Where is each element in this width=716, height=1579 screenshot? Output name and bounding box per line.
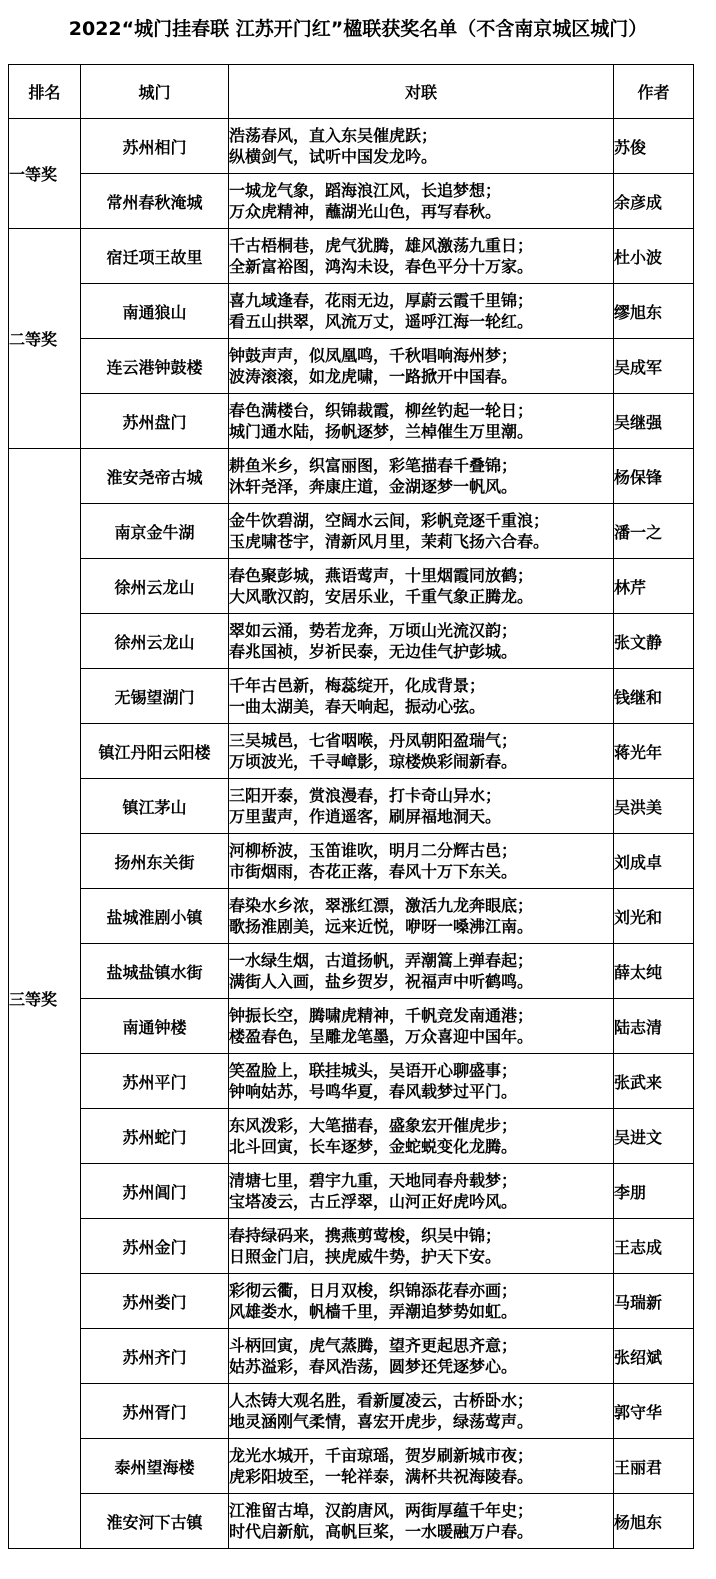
couplet-line-1: 春色聚彭城，燕语莺声，十里烟霞同放鹤；: [229, 566, 534, 585]
couplet-line-2: 大风歌汉韵，安居乐业，千重气象正腾龙。: [229, 587, 534, 606]
author: 吴洪美: [614, 779, 694, 834]
couplet-line-2: 满街人入画，盐乡贺岁，祝福声中听鹤鸣。: [229, 972, 534, 991]
header-author: 作者: [614, 65, 694, 119]
author: 王丽君: [614, 1439, 694, 1494]
author: 杨保锋: [614, 449, 694, 504]
table-row: [9, 999, 694, 1054]
table-row: [9, 1329, 694, 1384]
table-row: [9, 889, 694, 944]
table-row: [9, 504, 694, 559]
couplet-line-2: 万顷波光，千寻嶂影，琼楼焕彩闹新春。: [229, 752, 518, 771]
couplet: [229, 999, 614, 1054]
table-row: [9, 1274, 694, 1329]
couplet-line-1: 金牛饮碧湖，空阔水云间，彩帆竞逐千重浪；: [229, 511, 550, 530]
city-gate: 苏州胥门: [81, 1384, 229, 1439]
table-row: [9, 394, 694, 449]
couplet: [229, 614, 614, 669]
author: 刘成卓: [614, 834, 694, 889]
couplet-line-1: 千古梧桐巷，虎气犹腾，雄风激荡九重日；: [229, 236, 534, 255]
author: 杨旭东: [614, 1494, 694, 1549]
couplet-line-2: 宝塔凌云，古丘浮翠，山河正好虎吟风。: [229, 1192, 518, 1211]
city-gate: 苏州金门: [81, 1219, 229, 1274]
award-rank: 一等奖: [9, 119, 81, 229]
couplet: [229, 449, 614, 504]
couplet: [229, 1219, 614, 1274]
city-gate: 南通狼山: [81, 284, 229, 339]
couplet: [229, 1439, 614, 1494]
city-gate: 淮安尧帝古城: [81, 449, 229, 504]
city-gate: 苏州相门: [81, 119, 229, 174]
author: 马瑞新: [614, 1274, 694, 1329]
author: 潘一之: [614, 504, 694, 559]
header-rank: 排名: [9, 65, 81, 119]
couplet-line-1: 斗柄回寅，虎气蒸腾，望齐更起思齐意；: [229, 1336, 518, 1355]
couplet: [229, 1054, 614, 1109]
table-row: [9, 174, 694, 229]
table-row: [9, 339, 694, 394]
author: 苏俊: [614, 119, 694, 174]
author: 吴继强: [614, 394, 694, 449]
table-row: [9, 944, 694, 999]
couplet-line-2: 钟响姑苏，号鸣华夏，春风载梦过平门。: [229, 1082, 518, 1101]
couplet-line-1: 翠如云涌，势若龙奔，万顷山光流汉韵；: [229, 621, 518, 640]
author: 林芹: [614, 559, 694, 614]
table-row: [9, 1109, 694, 1164]
couplet-line-1: 喜九域逢春，花雨无边，厚蔚云霞千里锦；: [229, 291, 534, 310]
couplet: [229, 779, 614, 834]
couplet-line-1: 人杰铸大观名胜，看新厦凌云，古桥卧水；: [229, 1391, 534, 1410]
city-gate: 淮安河下古镇: [81, 1494, 229, 1549]
city-gate: 常州春秋淹城: [81, 174, 229, 229]
couplet: [229, 1494, 614, 1549]
author: 薛太纯: [614, 944, 694, 999]
couplet: [229, 119, 614, 174]
city-gate: 苏州蛇门: [81, 1109, 229, 1164]
city-gate: 泰州望海楼: [81, 1439, 229, 1494]
author: 张绍斌: [614, 1329, 694, 1384]
table-row: [9, 724, 694, 779]
couplet-line-2: 一曲太湖美，春天响起，振动心弦。: [229, 697, 486, 716]
couplet: [229, 724, 614, 779]
table-row: [9, 1054, 694, 1109]
table-row: [9, 834, 694, 889]
couplet-line-2: 时代启新航，高帆巨桨，一水暖融万户春。: [229, 1522, 534, 1541]
author: 钱继和: [614, 669, 694, 724]
couplet: [229, 339, 614, 394]
table-row: [9, 1164, 694, 1219]
table-row: [9, 284, 694, 339]
author: 杜小波: [614, 229, 694, 284]
author: 刘光和: [614, 889, 694, 944]
couplet: [229, 1109, 614, 1164]
couplet: [229, 889, 614, 944]
award-rank: 二等奖: [9, 229, 81, 449]
couplet: [229, 559, 614, 614]
table-row: [9, 1384, 694, 1439]
couplet-line-1: 钟鼓声声，似凤凰鸣，千秋唱响海州梦；: [229, 346, 518, 365]
couplet-line-2: 姑苏溢彩，春风浩荡，圆梦还凭逐梦心。: [229, 1357, 518, 1376]
couplet-line-2: 沐轩尧泽，奔康庄道，金湖逐梦一帆风。: [229, 477, 518, 496]
table-row: [9, 1439, 694, 1494]
couplet-line-1: 春持绿码来，携燕剪莺梭，织吴中锦；: [229, 1226, 502, 1245]
city-gate: 苏州齐门: [81, 1329, 229, 1384]
couplet-line-2: 纵横剑气，试听中国发龙吟。: [229, 147, 438, 166]
couplet: [229, 229, 614, 284]
couplet-line-2: 万里蜚声，作逍遥客，刷屏福地洞天。: [229, 807, 502, 826]
couplet-line-1: 钟振长空，腾啸虎精神，千帆竞发南通港；: [229, 1006, 534, 1025]
couplet-line-2: 波涛滚滚，如龙虎啸，一路掀开中国春。: [229, 367, 518, 386]
city-gate: 无锡望湖门: [81, 669, 229, 724]
couplet: [229, 944, 614, 999]
table-row: [9, 229, 694, 284]
couplet: [229, 1384, 614, 1439]
city-gate: 盐城淮剧小镇: [81, 889, 229, 944]
couplet-line-1: 东风泼彩，大笔描春，盛象宏开催虎步；: [229, 1116, 518, 1135]
couplet: [229, 174, 614, 229]
couplet: [229, 504, 614, 559]
couplet-line-2: 歌扬淮剧美，远来近悦，咿呀一嗓沸江南。: [229, 917, 534, 936]
couplet-line-1: 春染水乡浓，翠涨红漂，激活九龙奔眼底；: [229, 896, 534, 915]
author: 蒋光年: [614, 724, 694, 779]
couplet-line-1: 三阳开泰，赏浪漫春，打卡奇山异水；: [229, 786, 502, 805]
couplet-line-1: 清塘七里，碧宇九重，天地同春舟载梦；: [229, 1171, 518, 1190]
couplet-line-1: 江淮留古埠，汉韵唐风，两街厚蕴千年史；: [229, 1501, 534, 1520]
author: 张文静: [614, 614, 694, 669]
couplet-line-1: 河柳桥波，玉笛谁吹，明月二分辉古邑；: [229, 841, 518, 860]
couplet-line-2: 全新富裕图，鸿沟未设，春色平分十万家。: [229, 257, 534, 276]
couplet: [229, 834, 614, 889]
table-row: [9, 559, 694, 614]
couplet-line-1: 龙光水城开，千亩琼瑶，贺岁刷新城市夜；: [229, 1446, 534, 1465]
city-gate: 苏州盘门: [81, 394, 229, 449]
author: 吴成军: [614, 339, 694, 394]
table-row: [9, 449, 694, 504]
couplet-line-1: 耕鱼米乡，织富丽图，彩笔描春千叠锦；: [229, 456, 518, 475]
couplet-line-2: 万众虎精神，蘸湖光山色，再写春秋。: [229, 202, 502, 221]
couplet-line-2: 日照金门启，挟虎威牛势，护天下安。: [229, 1247, 502, 1266]
couplet-line-1: 一水绿生烟，古道扬帆，弄潮篙上弹春起；: [229, 951, 534, 970]
table-row: [9, 1219, 694, 1274]
couplet-line-1: 浩荡春风，直入东吴催虎跃；: [229, 126, 438, 145]
couplet: [229, 1329, 614, 1384]
city-gate: 苏州阊门: [81, 1164, 229, 1219]
table-row: [9, 669, 694, 724]
couplet-line-1: 笑盈脸上，联挂城头，吴语开心聊盛事；: [229, 1061, 518, 1080]
author: 张武来: [614, 1054, 694, 1109]
city-gate: 徐州云龙山: [81, 559, 229, 614]
couplet: [229, 1164, 614, 1219]
header-couplet: 对联: [229, 65, 614, 119]
couplet: [229, 394, 614, 449]
city-gate: 苏州娄门: [81, 1274, 229, 1329]
couplet-line-2: 北斗回寅，长车逐梦，金蛇蜕变化龙腾。: [229, 1137, 518, 1156]
author: 缪旭东: [614, 284, 694, 339]
author: 吴进文: [614, 1109, 694, 1164]
city-gate: 徐州云龙山: [81, 614, 229, 669]
couplet-line-1: 三吴城邑，七省咽喉，丹凤朝阳盈瑞气；: [229, 731, 518, 750]
couplet: [229, 1274, 614, 1329]
award-rank: 三等奖: [9, 449, 81, 1549]
awards-table: [8, 64, 694, 1549]
couplet: [229, 669, 614, 724]
city-gate: 连云港钟鼓楼: [81, 339, 229, 394]
city-gate: 扬州东关街: [81, 834, 229, 889]
awards-table-body: [9, 119, 694, 1549]
couplet-line-2: 楼盈春色，呈雕龙笔墨，万众喜迎中国年。: [229, 1027, 534, 1046]
author: 王志成: [614, 1219, 694, 1274]
table-row: [9, 119, 694, 174]
table-row: [9, 614, 694, 669]
couplet-line-1: 千年古邑新，梅蕊绽开，化成背景；: [229, 676, 486, 695]
couplet-line-1: 一城龙气象，蹈海浪江风，长追梦想；: [229, 181, 502, 200]
couplet-line-2: 风雄娄水，帆樯千里，弄潮追梦势如虹。: [229, 1302, 518, 1321]
city-gate: 南京金牛湖: [81, 504, 229, 559]
couplet-line-2: 市街烟雨，杏花正落，春风十万下东关。: [229, 862, 518, 881]
couplet-line-2: 春兆国祯，岁祈民泰，无边佳气护彭城。: [229, 642, 518, 661]
city-gate: 苏州平门: [81, 1054, 229, 1109]
author: 郭守华: [614, 1384, 694, 1439]
couplet-line-1: 彩彻云衢，日月双梭，织锦添花春亦画；: [229, 1281, 518, 1300]
header-gate: 城门: [81, 65, 229, 119]
author: 余彦成: [614, 174, 694, 229]
author: 陆志清: [614, 999, 694, 1054]
author: 李朋: [614, 1164, 694, 1219]
table-row: [9, 779, 694, 834]
table-row: [9, 1494, 694, 1549]
city-gate: 镇江茅山: [81, 779, 229, 834]
couplet: [229, 284, 614, 339]
couplet-line-1: 春色满楼台，织锦裁霞，柳丝钓起一轮日；: [229, 401, 534, 420]
couplet-line-2: 玉虎啸苍宇，清新风月里，茉莉飞扬六合春。: [229, 532, 550, 551]
couplet-line-2: 地灵涵刚气柔情，喜宏开虎步，绿荡莺声。: [229, 1412, 534, 1431]
city-gate: 镇江丹阳云阳楼: [81, 724, 229, 779]
city-gate: 宿迁项王故里: [81, 229, 229, 284]
couplet-line-2: 看五山拱翠，风流万丈，遥呼江海一轮红。: [229, 312, 534, 331]
header-row: [9, 65, 694, 119]
city-gate: 盐城盐镇水街: [81, 944, 229, 999]
couplet-line-2: 虎彩阳坡至，一轮祥泰，满杯共祝海陵春。: [229, 1467, 534, 1486]
couplet-line-2: 城门通水陆，扬帆逐梦，兰棹催生万里潮。: [229, 422, 534, 441]
page-title: 2022“城门挂春联 江苏开门红”楹联获奖名单（不含南京城区城门）: [68, 18, 648, 40]
city-gate: 南通钟楼: [81, 999, 229, 1054]
